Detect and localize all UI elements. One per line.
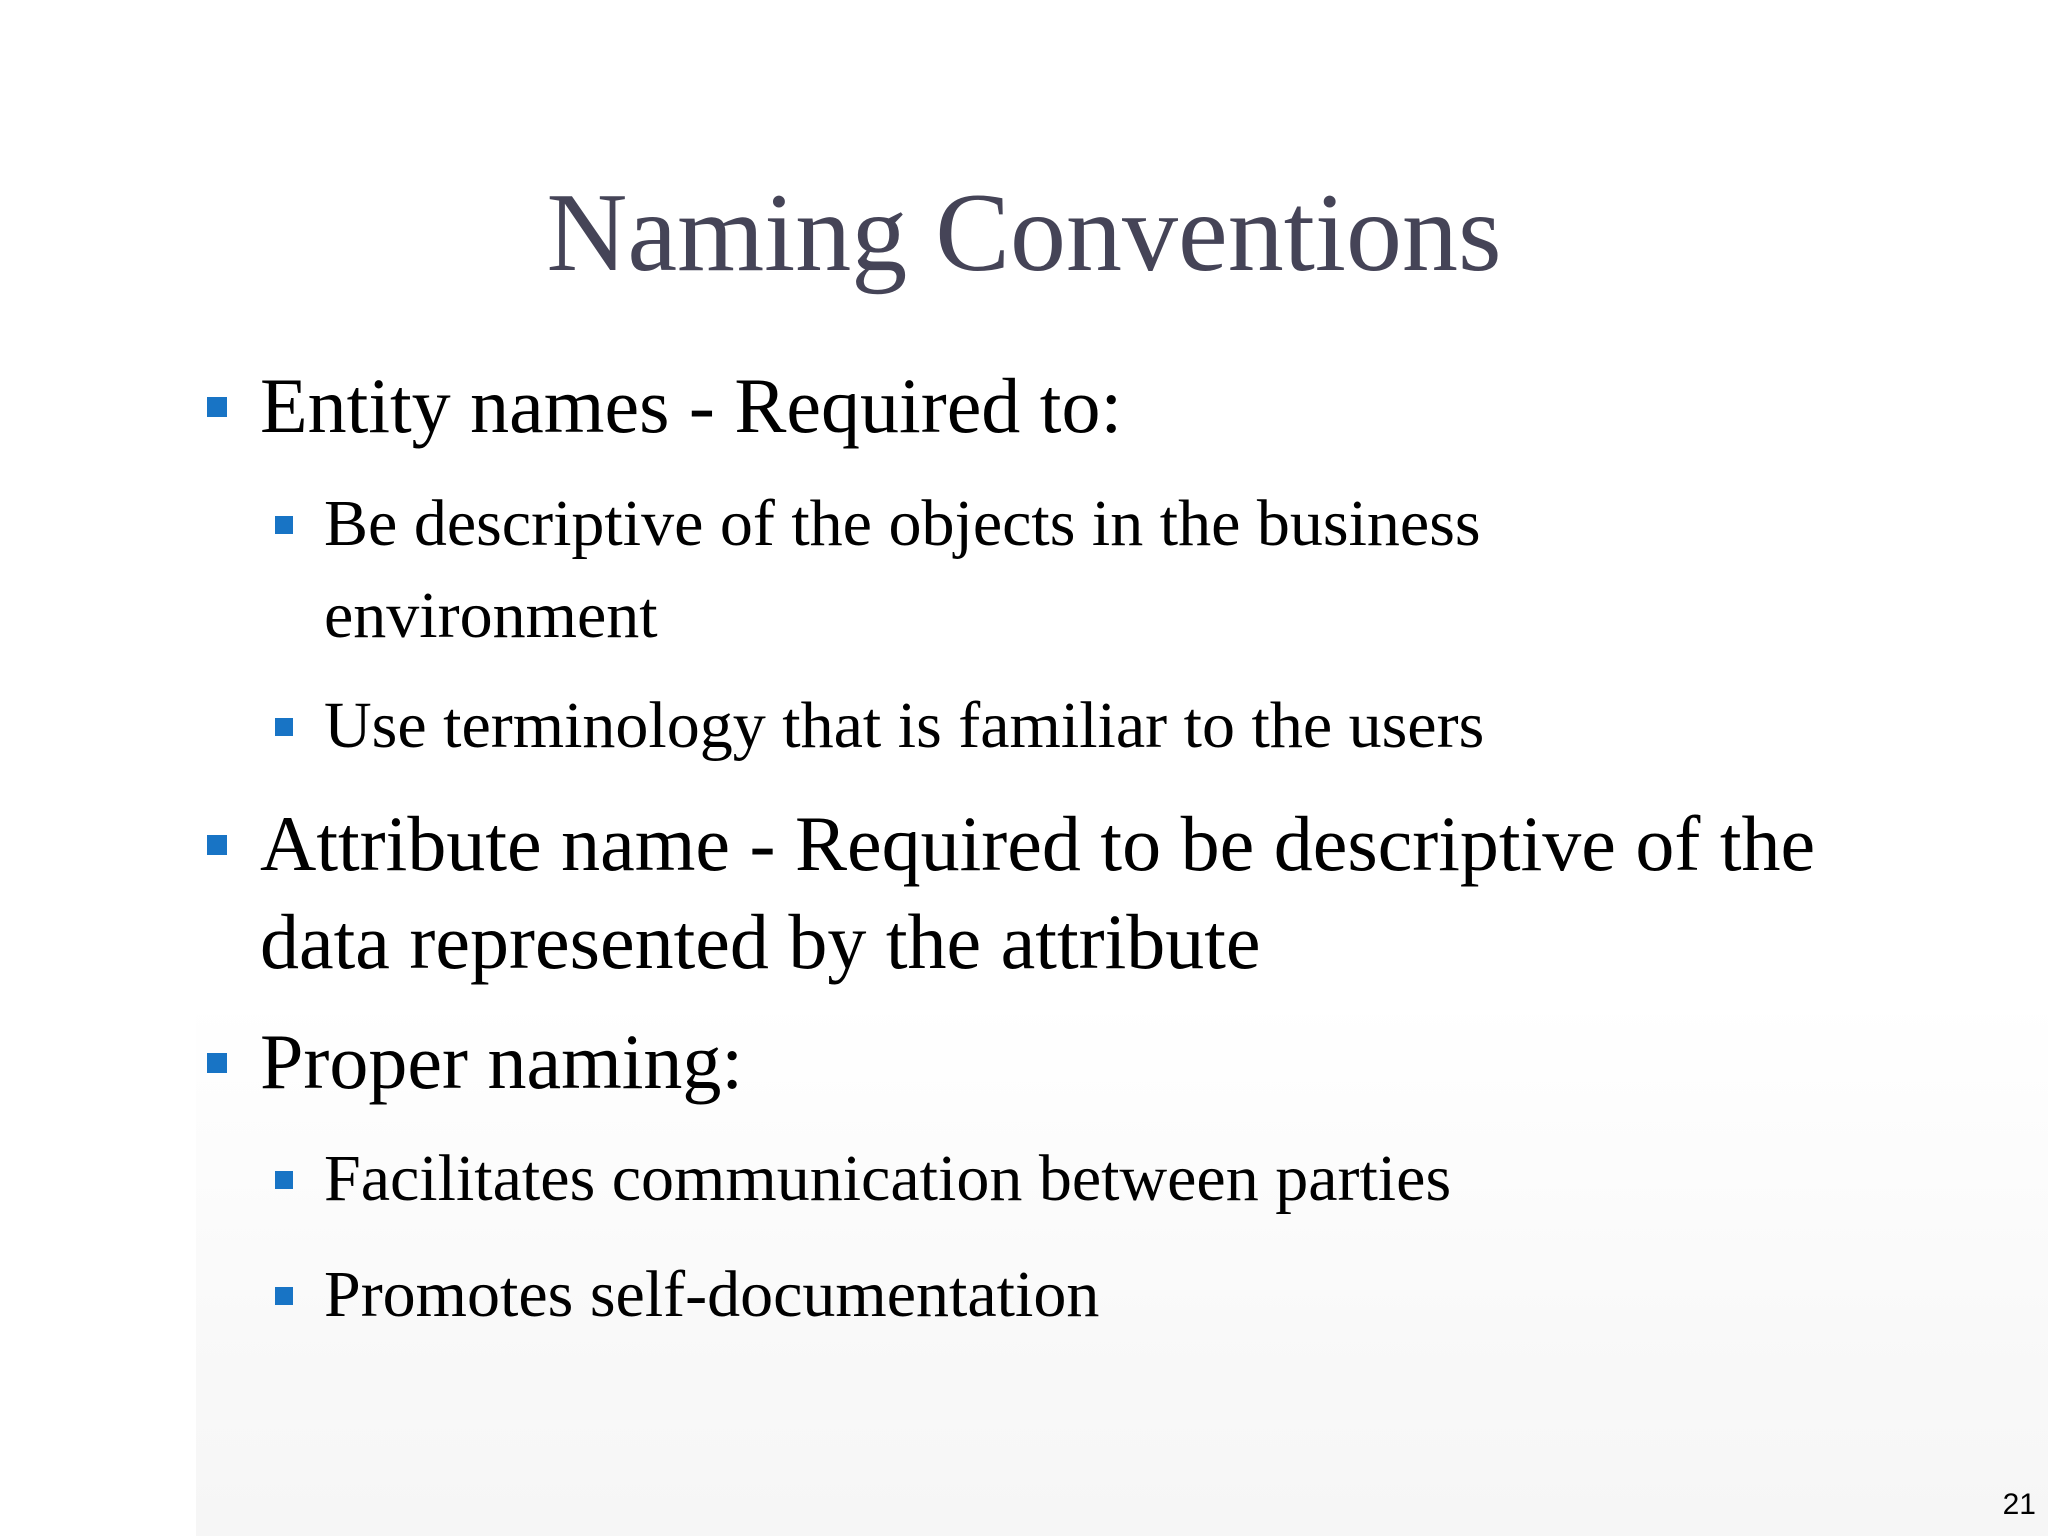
bullet-text: Promotes self-documentation <box>324 1258 1100 1331</box>
square-bullet-icon <box>275 516 293 534</box>
square-bullet-icon <box>207 1053 227 1073</box>
square-bullet-icon <box>275 1287 293 1305</box>
page-number: 21 <box>2002 1488 2036 1521</box>
bullet-text-continued: data represented by the attribute <box>260 898 1261 985</box>
bullet-item <box>260 357 1122 455</box>
sub-bullet-item <box>324 1133 1451 1225</box>
slide-title: Naming Conventions <box>546 171 1502 295</box>
bullet-text: Be descriptive of the objects in the business <box>324 487 1481 560</box>
sub-bullet-item <box>324 680 1484 772</box>
bullet-text: Proper naming: <box>260 1018 744 1105</box>
bullet-text: Entity names - Required to: <box>260 362 1123 449</box>
square-bullet-icon <box>275 1171 293 1189</box>
bullet-item <box>260 795 1815 991</box>
square-bullet-icon <box>275 718 293 736</box>
bullet-text-continued: environment <box>324 579 658 652</box>
sub-bullet-item <box>324 1249 1099 1341</box>
bullet-text: Attribute name - Required to be descriptive of the <box>260 800 1816 887</box>
bullet-text: Facilitates communication between parties <box>324 1142 1452 1215</box>
square-bullet-icon <box>207 397 227 417</box>
bullet-text: Use terminology that is familiar to the users <box>324 689 1485 762</box>
sub-bullet-item <box>324 478 1481 662</box>
bullet-item <box>260 1013 743 1111</box>
square-bullet-icon <box>207 835 227 855</box>
